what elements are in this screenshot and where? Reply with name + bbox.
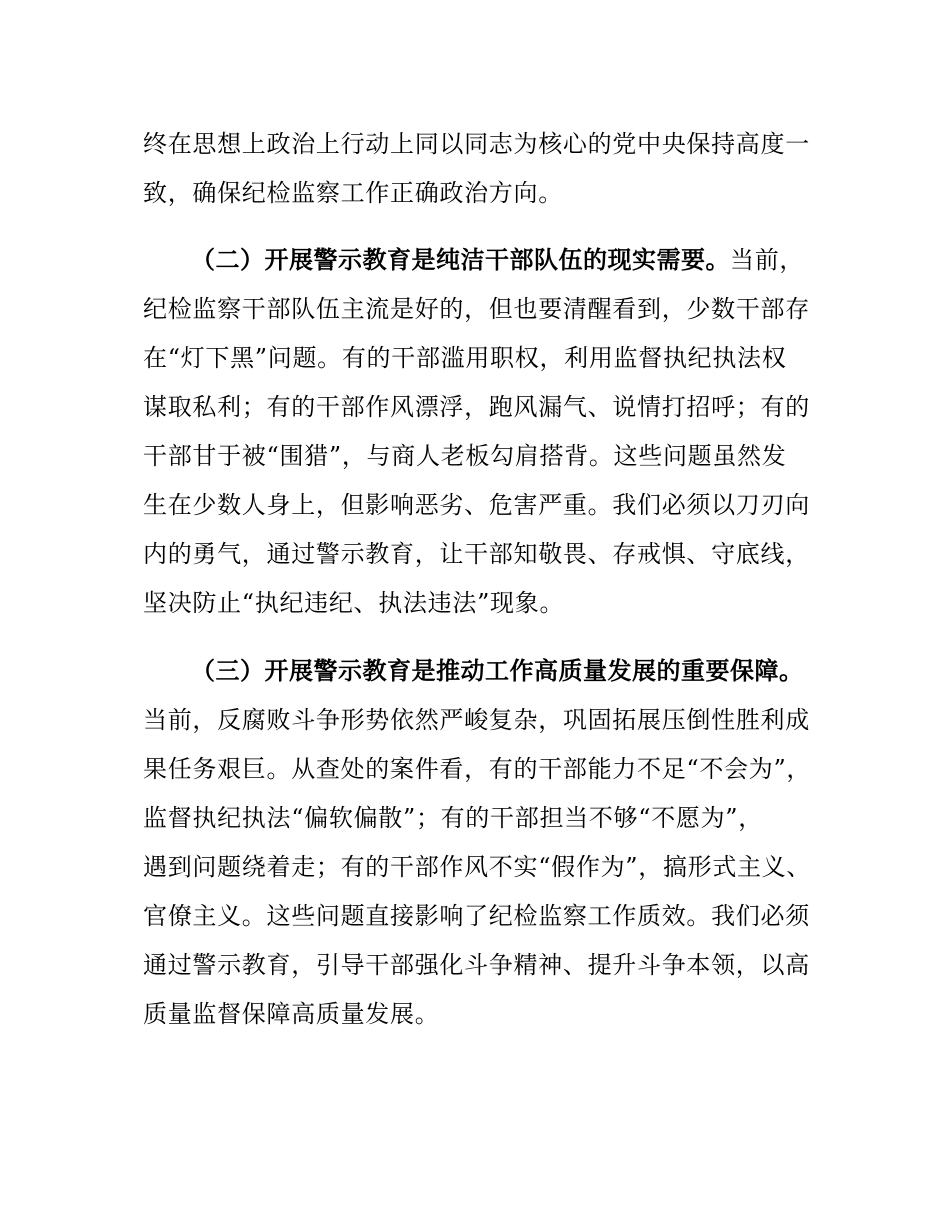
paragraph-1-line: 终在思想上政治上行动上同以同志为核心的党中央保持高度一 bbox=[143, 130, 810, 158]
paragraph-2-heading-tail: 当前， bbox=[730, 246, 805, 274]
paragraph-2-first-line bbox=[143, 236, 833, 285]
paragraph-2-line: 在“灯下黑”问题。有的干部滥用职权，利用监督执纪执法权 bbox=[143, 344, 787, 372]
paragraph-2-line: 谋取私利；有的干部作风漂浮，跑风漏气、说情打招呼；有的 bbox=[143, 393, 810, 421]
paragraph-2-line: 生在少数人身上，但影响恶劣、危害严重。我们必须以刀刃向 bbox=[143, 491, 810, 519]
paragraph-2-line: 坚决防止“执纪违纪、执法违法”现象。 bbox=[143, 589, 565, 617]
paragraph-2 bbox=[143, 236, 833, 628]
paragraph-3-line: 质量监督保障高质量发展。 bbox=[143, 1000, 440, 1028]
paragraph-3 bbox=[143, 647, 833, 1039]
section-heading-3: （三）开展警示教育是推动工作高质量发展的重要保障。 bbox=[191, 657, 804, 685]
paragraph-1-line: 致，确保纪检监察工作正确政治方向。 bbox=[143, 179, 563, 207]
paragraph-3-line: 果任务艰巨。从查处的案件看，有的干部能力不足“不会为”， bbox=[143, 755, 812, 783]
paragraph-1 bbox=[143, 120, 833, 218]
section-heading-2: （二）开展警示教育是纯洁干部队伍的现实需要。 bbox=[191, 246, 730, 274]
paragraph-2-line: 纪检监察干部队伍主流是好的，但也要清醒看到，少数干部存 bbox=[143, 295, 810, 323]
paragraph-2-line: 内的勇气，通过警示教育，让干部知敬畏、存戒惧、守底线， bbox=[143, 540, 810, 568]
paragraph-3-line: 官僚主义。这些问题直接影响了纪检监察工作质效。我们必须 bbox=[143, 902, 810, 930]
paragraph-3-line: 通过警示教育，引导干部强化斗争精神、提升斗争本领，以高 bbox=[143, 951, 810, 979]
paragraph-3-line: 监督执纪执法“偏软偏散”；有的干部担当不够“不愿为”， bbox=[143, 804, 763, 832]
paragraph-2-line: 干部甘于被“围猎”，与商人老板勾肩搭背。这些问题虽然发 bbox=[143, 442, 787, 470]
paragraph-3-line: 遇到问题绕着走；有的干部作风不实“假作为”，搞形式主义、 bbox=[143, 853, 812, 881]
paragraph-3-line: 当前，反腐败斗争形势依然严峻复杂，巩固拓展压倒性胜利成 bbox=[143, 706, 810, 734]
